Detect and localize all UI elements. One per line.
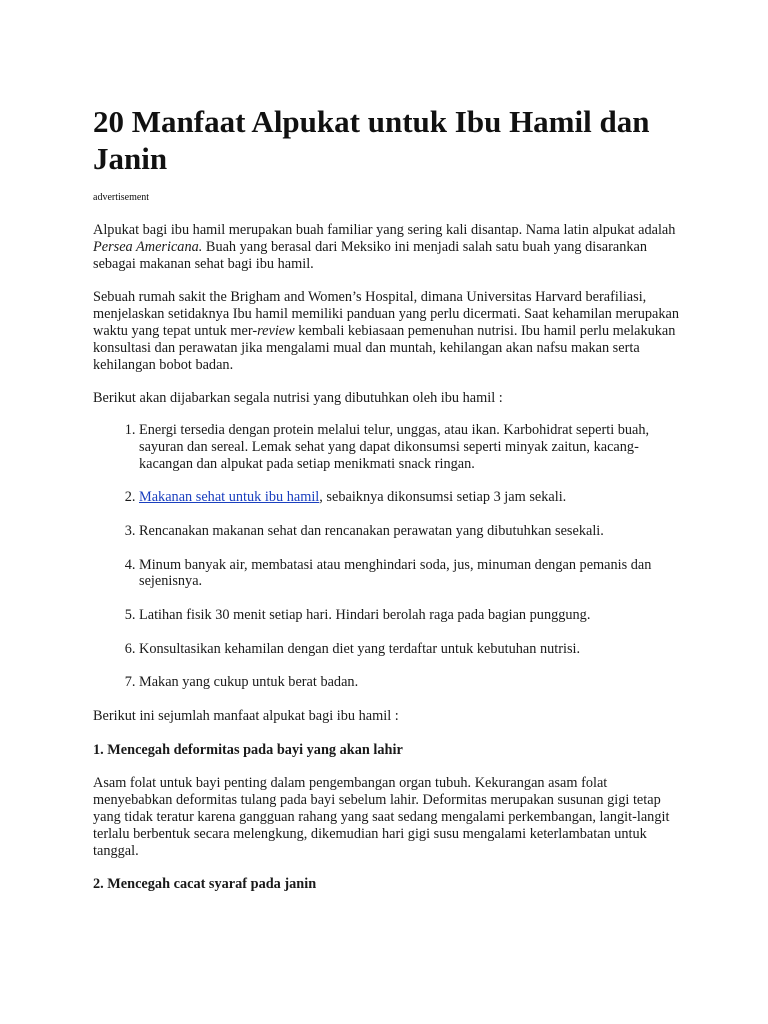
list-item: 6. Konsultasikan kehamilan dengan diet yang terdaftar untuk kebutuhan nutrisi. [139,641,683,658]
list-item: 5. Latihan fisik 30 menit setiap hari. Hindari berolah raga pada bagian punggung. [139,607,683,624]
advertisement-label: advertisement [93,192,150,203]
intro-paragraph [93,222,683,272]
hospital-italic-word: review [257,322,295,339]
list-intro: Berikut akan dijabarkan segala nutrisi yang dibutuhkan oleh ibu hamil : [93,390,503,407]
list-item [139,489,683,506]
section-heading-2: 2. Mencegah cacat syaraf pada janin [93,876,317,893]
benefits-intro: Berikut ini sejumlah manfaat alpukat bagi ibu hamil : [93,707,399,724]
hospital-paragraph [93,289,683,373]
list-item-text: , sebaiknya dikonsumsi setiap 3 jam sekali. [319,489,567,506]
hospital-text-1: Sebuah rumah sakit the Brigham and Women’s Hospital, dimana Universitas Harvard berafiliasi, menjelaskan setidaknya Ibu hamil memiliki panduan yang perlu dicermati. Saat kehamilan merupakan waktu yang tepat untuk mer- [93,289,679,339]
section-heading-1: 1. Mencegah deformitas pada bayi yang akan lahir [93,741,403,758]
healthy-food-link[interactable]: Makanan sehat untuk ibu hamil [139,489,320,506]
list-item: 3. Rencanakan makanan sehat dan rencanakan perawatan yang dibutuhkan sesekali. [139,523,683,540]
nutrition-list [93,422,683,691]
list-item: 1. Energi tersedia dengan protein melalui telur, unggas, atau ikan. Karbohidrat seperti buah, sayuran dan sereal. Lemak sehat yang dapat dikonsumsi seperti minyak zaitun, kacang-kacangan dan alpukat pada setiap menikmati snack ringan. [139,422,683,472]
article-title: 20 Manfaat Alpukat untuk Ibu Hamil dan Janin [93,104,650,176]
hospital-text-2: kembali kebiasaan pemenuhan nutrisi. Ibu hamil perlu melakukan konsultasi dan perawatan jika mengalami mual dan muntah, kehilangan akan nafsu makan serta kehilangan bobot badan. [93,322,676,373]
list-item: 4. Minum banyak air, membatasi atau menghindari soda, jus, minuman dengan pemanis dan sejenisnya. [139,557,683,591]
document-page [93,103,683,893]
intro-text-1: Alpukat bagi ibu hamil merupakan buah familiar yang sering kali disantap. Nama latin alpukat adalah [93,222,676,238]
list-item: 7. Makan yang cukup untuk berat badan. [139,674,683,691]
intro-latin-name: Persea Americana. [93,238,203,255]
intro-text-2: Buah yang berasal dari Meksiko ini menjadi salah satu buah yang disarankan sebagai makanan sehat bagi ibu hamil. [93,238,647,272]
section-body-1: Asam folat untuk bayi penting dalam pengembangan organ tubuh. Kekurangan asam folat menyebabkan deformitas tulang pada bayi sebelum lahir. Deformitas merupakan susunan gigi tetap yang tidak teratur karena gangguan rahang yang saat sedang mengalami perkembangan, langit-langit terlalu berbentuk secara melengkung, dikemudian hari gigi susu mengalami keterlambatan untuk tanggal. [93,775,670,859]
